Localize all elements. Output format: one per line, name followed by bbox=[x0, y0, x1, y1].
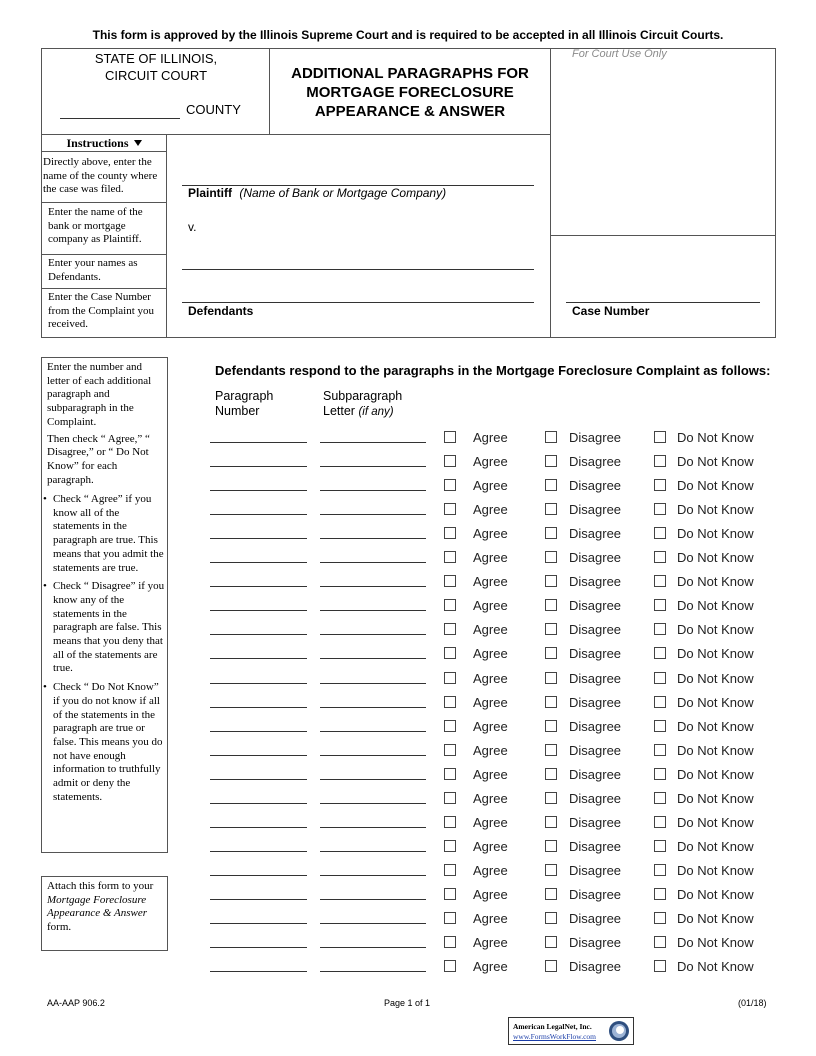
page-number: Page 1 of 1 bbox=[384, 998, 431, 1008]
do-not-know-checkbox[interactable] bbox=[654, 744, 666, 756]
agree-checkbox[interactable] bbox=[444, 840, 456, 852]
disagree-checkbox[interactable] bbox=[545, 768, 557, 780]
agree-label: Agree bbox=[473, 550, 508, 566]
disagree-checkbox[interactable] bbox=[545, 816, 557, 828]
disagree-checkbox[interactable] bbox=[545, 696, 557, 708]
agree-checkbox[interactable] bbox=[444, 551, 456, 563]
agree-checkbox[interactable] bbox=[444, 503, 456, 515]
subparagraph-letter-field[interactable] bbox=[320, 971, 426, 972]
agree-checkbox[interactable] bbox=[444, 864, 456, 876]
form-code: AA-AAP 906.2 bbox=[47, 998, 105, 1008]
subparagraph-letter-field[interactable] bbox=[320, 899, 426, 900]
bullet-icon: • bbox=[43, 580, 47, 593]
subparagraph-letter-field[interactable] bbox=[320, 610, 426, 611]
disagree-label: Disagree bbox=[569, 935, 622, 951]
paragraph-number-field[interactable] bbox=[210, 586, 307, 587]
do-not-know-label: Do Not Know bbox=[677, 598, 754, 614]
agree-label: Agree bbox=[473, 694, 508, 710]
case-number-field[interactable] bbox=[566, 302, 760, 303]
paragraph-number-field[interactable] bbox=[210, 490, 307, 491]
side-intro: Enter the number and letter of each additional paragraph and subparagraph in the Complaint. bbox=[47, 361, 152, 428]
do-not-know-checkbox[interactable] bbox=[654, 792, 666, 804]
form-title-line-1: ADDITIONAL PARAGRAPHS FOR bbox=[291, 65, 529, 82]
bullet-agree: • Check “ Agree” if you know all of the statements in the paragraph are true. This means that you admit the statements are true. bbox=[43, 493, 164, 574]
court-name: CIRCUIT COURT bbox=[104, 68, 208, 83]
disagree-label: Disagree bbox=[569, 766, 622, 782]
agree-label: Agree bbox=[473, 454, 508, 470]
subparagraph-letter-field[interactable] bbox=[320, 683, 426, 684]
plaintiff-hint: (Name of Bank or Mortgage Company) bbox=[239, 186, 447, 200]
court-use-divider bbox=[550, 235, 776, 236]
do-not-know-label: Do Not Know bbox=[677, 622, 754, 638]
disagree-label: Disagree bbox=[569, 718, 622, 734]
paragraph-number-field[interactable] bbox=[210, 731, 307, 732]
subparagraph-letter-field[interactable] bbox=[320, 514, 426, 515]
col-subparagraph-header bbox=[323, 389, 423, 420]
response-row bbox=[0, 813, 816, 837]
agree-checkbox[interactable] bbox=[444, 623, 456, 635]
response-row bbox=[0, 837, 816, 861]
plaintiff-label: Plaintiff bbox=[188, 186, 232, 200]
response-row bbox=[0, 452, 816, 476]
disagree-label: Disagree bbox=[569, 670, 622, 686]
do-not-know-label: Do Not Know bbox=[677, 886, 754, 902]
agree-checkbox[interactable] bbox=[444, 912, 456, 924]
disagree-checkbox[interactable] bbox=[545, 792, 557, 804]
agree-checkbox[interactable] bbox=[444, 647, 456, 659]
disagree-label: Disagree bbox=[569, 430, 622, 445]
approval-note: This form is approved by the Illinois Supreme Court and is required to be accepted in all Illinois Circuit Courts. bbox=[92, 28, 724, 42]
do-not-know-label: Do Not Know bbox=[677, 646, 754, 662]
do-not-know-checkbox[interactable] bbox=[654, 840, 666, 852]
bullet-do-not-know: • Check “ Do Not Know” if you do not know if all of the statements in the paragraph are true or false. This means you do not have enough information to truthfully admit or deny the statements. bbox=[43, 681, 163, 803]
agree-label: Agree bbox=[473, 622, 508, 638]
do-not-know-checkbox[interactable] bbox=[654, 816, 666, 828]
do-not-know-label: Do Not Know bbox=[677, 670, 754, 686]
agree-label: Agree bbox=[473, 886, 508, 902]
agree-label: Agree bbox=[473, 718, 508, 734]
agree-checkbox[interactable] bbox=[444, 527, 456, 539]
agree-checkbox[interactable] bbox=[444, 720, 456, 732]
bullet-icon: • bbox=[43, 681, 47, 694]
do-not-know-label: Do Not Know bbox=[677, 550, 754, 566]
response-row bbox=[0, 572, 816, 596]
disagree-checkbox[interactable] bbox=[545, 864, 557, 876]
do-not-know-label: Do Not Know bbox=[677, 935, 754, 951]
disagree-label: Disagree bbox=[569, 574, 622, 590]
paragraph-number-field[interactable] bbox=[210, 707, 307, 708]
disagree-label: Disagree bbox=[569, 886, 622, 902]
do-not-know-label: Do Not Know bbox=[677, 430, 754, 445]
disagree-checkbox[interactable] bbox=[545, 912, 557, 924]
subparagraph-letter-field[interactable] bbox=[320, 586, 426, 587]
subparagraph-letter-field[interactable] bbox=[320, 923, 426, 924]
subparagraph-letter-field[interactable] bbox=[320, 466, 426, 467]
agree-checkbox[interactable] bbox=[444, 744, 456, 756]
agree-label: Agree bbox=[473, 670, 508, 686]
response-row bbox=[0, 765, 816, 789]
do-not-know-checkbox[interactable] bbox=[654, 431, 666, 443]
disagree-checkbox[interactable] bbox=[545, 888, 557, 900]
disagree-checkbox[interactable] bbox=[545, 503, 557, 515]
agree-label: Agree bbox=[473, 935, 508, 951]
agree-label: Agree bbox=[473, 862, 508, 878]
disagree-checkbox[interactable] bbox=[545, 720, 557, 732]
triangle-down-icon bbox=[134, 140, 142, 146]
plaintiff-caption bbox=[188, 186, 446, 200]
do-not-know-checkbox[interactable] bbox=[654, 960, 666, 972]
response-row bbox=[0, 693, 816, 717]
disagree-checkbox[interactable] bbox=[545, 936, 557, 948]
response-row bbox=[0, 861, 816, 885]
do-not-know-label: Do Not Know bbox=[677, 502, 754, 518]
agree-checkbox[interactable] bbox=[444, 816, 456, 828]
agree-label: Agree bbox=[473, 838, 508, 854]
agree-label: Agree bbox=[473, 430, 508, 445]
do-not-know-checkbox[interactable] bbox=[654, 599, 666, 611]
disagree-label: Disagree bbox=[569, 622, 622, 638]
paragraph-number-field[interactable] bbox=[210, 851, 307, 852]
response-row bbox=[0, 548, 816, 572]
response-row bbox=[0, 957, 816, 981]
agree-checkbox[interactable] bbox=[444, 672, 456, 684]
disagree-label: Disagree bbox=[569, 742, 622, 758]
do-not-know-checkbox[interactable] bbox=[654, 575, 666, 587]
publisher-name: American LegalNet, Inc. bbox=[513, 1022, 592, 1031]
response-row bbox=[0, 524, 816, 548]
form-title bbox=[272, 64, 548, 121]
paragraph-number-field[interactable] bbox=[210, 947, 307, 948]
disagree-label: Disagree bbox=[569, 502, 622, 518]
subparagraph-letter-field[interactable] bbox=[320, 562, 426, 563]
agree-checkbox[interactable] bbox=[444, 768, 456, 780]
disagree-checkbox[interactable] bbox=[545, 623, 557, 635]
do-not-know-checkbox[interactable] bbox=[654, 672, 666, 684]
paragraph-number-field[interactable] bbox=[210, 634, 307, 635]
response-row bbox=[0, 476, 816, 500]
agree-label: Agree bbox=[473, 766, 508, 782]
do-not-know-checkbox[interactable] bbox=[654, 479, 666, 491]
court-use-label: For Court Use Only bbox=[572, 48, 667, 60]
subparagraph-letter-field[interactable] bbox=[320, 947, 426, 948]
do-not-know-label: Do Not Know bbox=[677, 790, 754, 806]
agree-checkbox[interactable] bbox=[444, 960, 456, 972]
do-not-know-label: Do Not Know bbox=[677, 454, 754, 470]
agree-checkbox[interactable] bbox=[444, 575, 456, 587]
publisher-url[interactable]: www.FormsWorkFlow.com bbox=[513, 1032, 597, 1041]
do-not-know-label: Do Not Know bbox=[677, 766, 754, 782]
paragraph-number-field[interactable] bbox=[210, 755, 307, 756]
defendant-field-2[interactable] bbox=[182, 302, 534, 303]
side-then: Then check “ Agree,” “ Disagree,” or “ Do Not Know” for each paragraph. bbox=[47, 432, 150, 486]
do-not-know-checkbox[interactable] bbox=[654, 864, 666, 876]
disagree-checkbox[interactable] bbox=[545, 431, 557, 443]
response-row bbox=[0, 669, 816, 693]
subparagraph-letter-field[interactable] bbox=[320, 875, 426, 876]
disagree-checkbox[interactable] bbox=[545, 744, 557, 756]
response-row bbox=[0, 909, 816, 933]
agree-checkbox[interactable] bbox=[444, 455, 456, 467]
paragraph-number-field[interactable] bbox=[210, 514, 307, 515]
court-use-box bbox=[550, 48, 776, 338]
form-title-line-3: APPEARANCE & ANSWER bbox=[314, 103, 506, 120]
responses-heading: Defendants respond to the paragraphs in the Mortgage Foreclosure Complaint as follows: bbox=[215, 363, 771, 378]
disagree-checkbox[interactable] bbox=[545, 527, 557, 539]
agree-label: Agree bbox=[473, 646, 508, 662]
globe-icon bbox=[608, 1020, 630, 1042]
do-not-know-label: Do Not Know bbox=[677, 838, 754, 854]
agree-label: Agree bbox=[473, 478, 508, 494]
do-not-know-checkbox[interactable] bbox=[654, 503, 666, 515]
county-field[interactable] bbox=[60, 118, 180, 119]
disagree-label: Disagree bbox=[569, 694, 622, 710]
county-label: COUNTY bbox=[186, 102, 241, 117]
bullet-icon: • bbox=[43, 493, 47, 505]
agree-label: Agree bbox=[473, 959, 508, 975]
do-not-know-checkbox[interactable] bbox=[654, 720, 666, 732]
disagree-label: Disagree bbox=[569, 550, 622, 566]
paragraph-number-field[interactable] bbox=[210, 803, 307, 804]
do-not-know-checkbox[interactable] bbox=[654, 936, 666, 948]
response-row bbox=[0, 885, 816, 909]
bullet-disagree: • Check “ Disagree” if you know any of the statements in the paragraph are false. This means that you deny that all of the statements are true. bbox=[43, 580, 165, 675]
agree-label: Agree bbox=[473, 790, 508, 806]
do-not-know-checkbox[interactable] bbox=[654, 527, 666, 539]
defendant-field-1[interactable] bbox=[182, 269, 534, 270]
subparagraph-letter-field[interactable] bbox=[320, 490, 426, 491]
do-not-know-label: Do Not Know bbox=[677, 862, 754, 878]
subparagraph-letter-field[interactable] bbox=[320, 442, 426, 443]
disagree-label: Disagree bbox=[569, 838, 622, 854]
do-not-know-checkbox[interactable] bbox=[654, 888, 666, 900]
disagree-label: Disagree bbox=[569, 526, 622, 542]
disagree-checkbox[interactable] bbox=[545, 599, 557, 611]
paragraph-number-field[interactable] bbox=[210, 827, 307, 828]
response-row bbox=[0, 789, 816, 813]
versus-label: v. bbox=[188, 220, 197, 234]
agree-checkbox[interactable] bbox=[444, 696, 456, 708]
subparagraph-letter-field[interactable] bbox=[320, 707, 426, 708]
do-not-know-label: Do Not Know bbox=[677, 718, 754, 734]
paragraph-number-field[interactable] bbox=[210, 658, 307, 659]
disagree-label: Disagree bbox=[569, 862, 622, 878]
do-not-know-checkbox[interactable] bbox=[654, 912, 666, 924]
publisher-logo bbox=[508, 1017, 634, 1045]
disagree-checkbox[interactable] bbox=[545, 575, 557, 587]
do-not-know-label: Do Not Know bbox=[677, 814, 754, 830]
do-not-know-label: Do Not Know bbox=[677, 478, 754, 494]
do-not-know-label: Do Not Know bbox=[677, 959, 754, 975]
agree-checkbox[interactable] bbox=[444, 888, 456, 900]
disagree-checkbox[interactable] bbox=[545, 551, 557, 563]
paragraph-number-field[interactable] bbox=[210, 779, 307, 780]
do-not-know-label: Do Not Know bbox=[677, 526, 754, 542]
do-not-know-checkbox[interactable] bbox=[654, 696, 666, 708]
agree-checkbox[interactable] bbox=[444, 479, 456, 491]
agree-checkbox[interactable] bbox=[444, 599, 456, 611]
do-not-know-checkbox[interactable] bbox=[654, 647, 666, 659]
subparagraph-letter-field[interactable] bbox=[320, 827, 426, 828]
response-row bbox=[0, 933, 816, 957]
subparagraph-letter-field[interactable] bbox=[320, 755, 426, 756]
do-not-know-label: Do Not Know bbox=[677, 742, 754, 758]
response-row bbox=[0, 428, 816, 452]
form-title-line-2: MORTGAGE FORECLOSURE bbox=[306, 84, 514, 101]
do-not-know-checkbox[interactable] bbox=[654, 455, 666, 467]
subparagraph-letter-field[interactable] bbox=[320, 731, 426, 732]
response-row bbox=[0, 741, 816, 765]
do-not-know-checkbox[interactable] bbox=[654, 623, 666, 635]
agree-label: Agree bbox=[473, 911, 508, 926]
defendants-label: Defendants bbox=[188, 304, 254, 318]
disagree-checkbox[interactable] bbox=[545, 672, 557, 684]
agree-checkbox[interactable] bbox=[444, 431, 456, 443]
disagree-label: Disagree bbox=[569, 790, 622, 806]
disagree-label: Disagree bbox=[569, 454, 622, 470]
response-row bbox=[0, 717, 816, 741]
response-row bbox=[0, 596, 816, 620]
instruction-case-number: Enter the Case Number from the Complaint you received. bbox=[48, 291, 155, 330]
paragraph-number-field[interactable] bbox=[210, 899, 307, 900]
disagree-checkbox[interactable] bbox=[545, 455, 557, 467]
agree-checkbox[interactable] bbox=[444, 792, 456, 804]
agree-label: Agree bbox=[473, 598, 508, 614]
paragraph-number-field[interactable] bbox=[210, 971, 307, 972]
paragraph-number-field[interactable] bbox=[210, 538, 307, 539]
instructions-heading-text: Instructions bbox=[66, 136, 129, 150]
subparagraph-letter-field[interactable] bbox=[320, 803, 426, 804]
subparagraph-letter-field[interactable] bbox=[320, 779, 426, 780]
instructions-divider bbox=[166, 134, 167, 338]
subparagraph-letter-field[interactable] bbox=[320, 658, 426, 659]
disagree-label: Disagree bbox=[569, 959, 622, 975]
disagree-label: Disagree bbox=[569, 911, 622, 926]
col-paragraph-header: Paragraph Number bbox=[215, 389, 274, 418]
court-block bbox=[42, 50, 270, 84]
paragraph-number-field[interactable] bbox=[210, 610, 307, 611]
disagree-label: Disagree bbox=[569, 814, 622, 830]
disagree-checkbox[interactable] bbox=[545, 840, 557, 852]
subparagraph-letter-field[interactable] bbox=[320, 538, 426, 539]
paragraph-number-field[interactable] bbox=[210, 875, 307, 876]
paragraph-number-field[interactable] bbox=[210, 683, 307, 684]
col-subparagraph-hint: (if any) bbox=[358, 406, 394, 418]
revision-date: (01/18) bbox=[738, 998, 767, 1008]
paragraph-number-field[interactable] bbox=[210, 562, 307, 563]
instruction-defendants: Enter your names as Defendants. bbox=[48, 257, 138, 283]
agree-label: Agree bbox=[473, 502, 508, 518]
state-name: STATE OF ILLINOIS, bbox=[94, 51, 218, 66]
do-not-know-checkbox[interactable] bbox=[654, 551, 666, 563]
agree-label: Agree bbox=[473, 814, 508, 830]
response-row bbox=[0, 644, 816, 668]
subparagraph-letter-field[interactable] bbox=[320, 634, 426, 635]
instruction-plaintiff: Enter the name of the bank or mortgage company as Plaintiff. bbox=[48, 206, 143, 245]
subparagraph-letter-field[interactable] bbox=[320, 851, 426, 852]
agree-label: Agree bbox=[473, 742, 508, 758]
attach-note-post: form. bbox=[47, 921, 72, 934]
instructions-heading bbox=[42, 136, 166, 151]
do-not-know-label: Do Not Know bbox=[677, 911, 754, 926]
agree-label: Agree bbox=[473, 526, 508, 542]
agree-label: Agree bbox=[473, 574, 508, 590]
disagree-checkbox[interactable] bbox=[545, 960, 557, 972]
disagree-checkbox[interactable] bbox=[545, 647, 557, 659]
disagree-checkbox[interactable] bbox=[545, 479, 557, 491]
disagree-label: Disagree bbox=[569, 478, 622, 494]
do-not-know-label: Do Not Know bbox=[677, 574, 754, 590]
do-not-know-label: Do Not Know bbox=[677, 694, 754, 710]
attach-note-form-name: Mortgage Foreclosure Appearance & Answer bbox=[47, 893, 148, 920]
col-subparagraph-label: Subparagraph Letter bbox=[323, 389, 403, 418]
paragraph-number-field[interactable] bbox=[210, 466, 307, 467]
case-number-label: Case Number bbox=[572, 304, 650, 318]
do-not-know-checkbox[interactable] bbox=[654, 768, 666, 780]
disagree-label: Disagree bbox=[569, 646, 622, 662]
instruction-county: Directly above, enter the name of the county where the case was filed. bbox=[43, 156, 158, 195]
disagree-label: Disagree bbox=[569, 598, 622, 614]
paragraph-number-field[interactable] bbox=[210, 442, 307, 443]
agree-checkbox[interactable] bbox=[444, 936, 456, 948]
attach-note-pre: Attach this form to your bbox=[47, 880, 154, 892]
response-row bbox=[0, 620, 816, 644]
response-row bbox=[0, 500, 816, 524]
paragraph-number-field[interactable] bbox=[210, 923, 307, 924]
